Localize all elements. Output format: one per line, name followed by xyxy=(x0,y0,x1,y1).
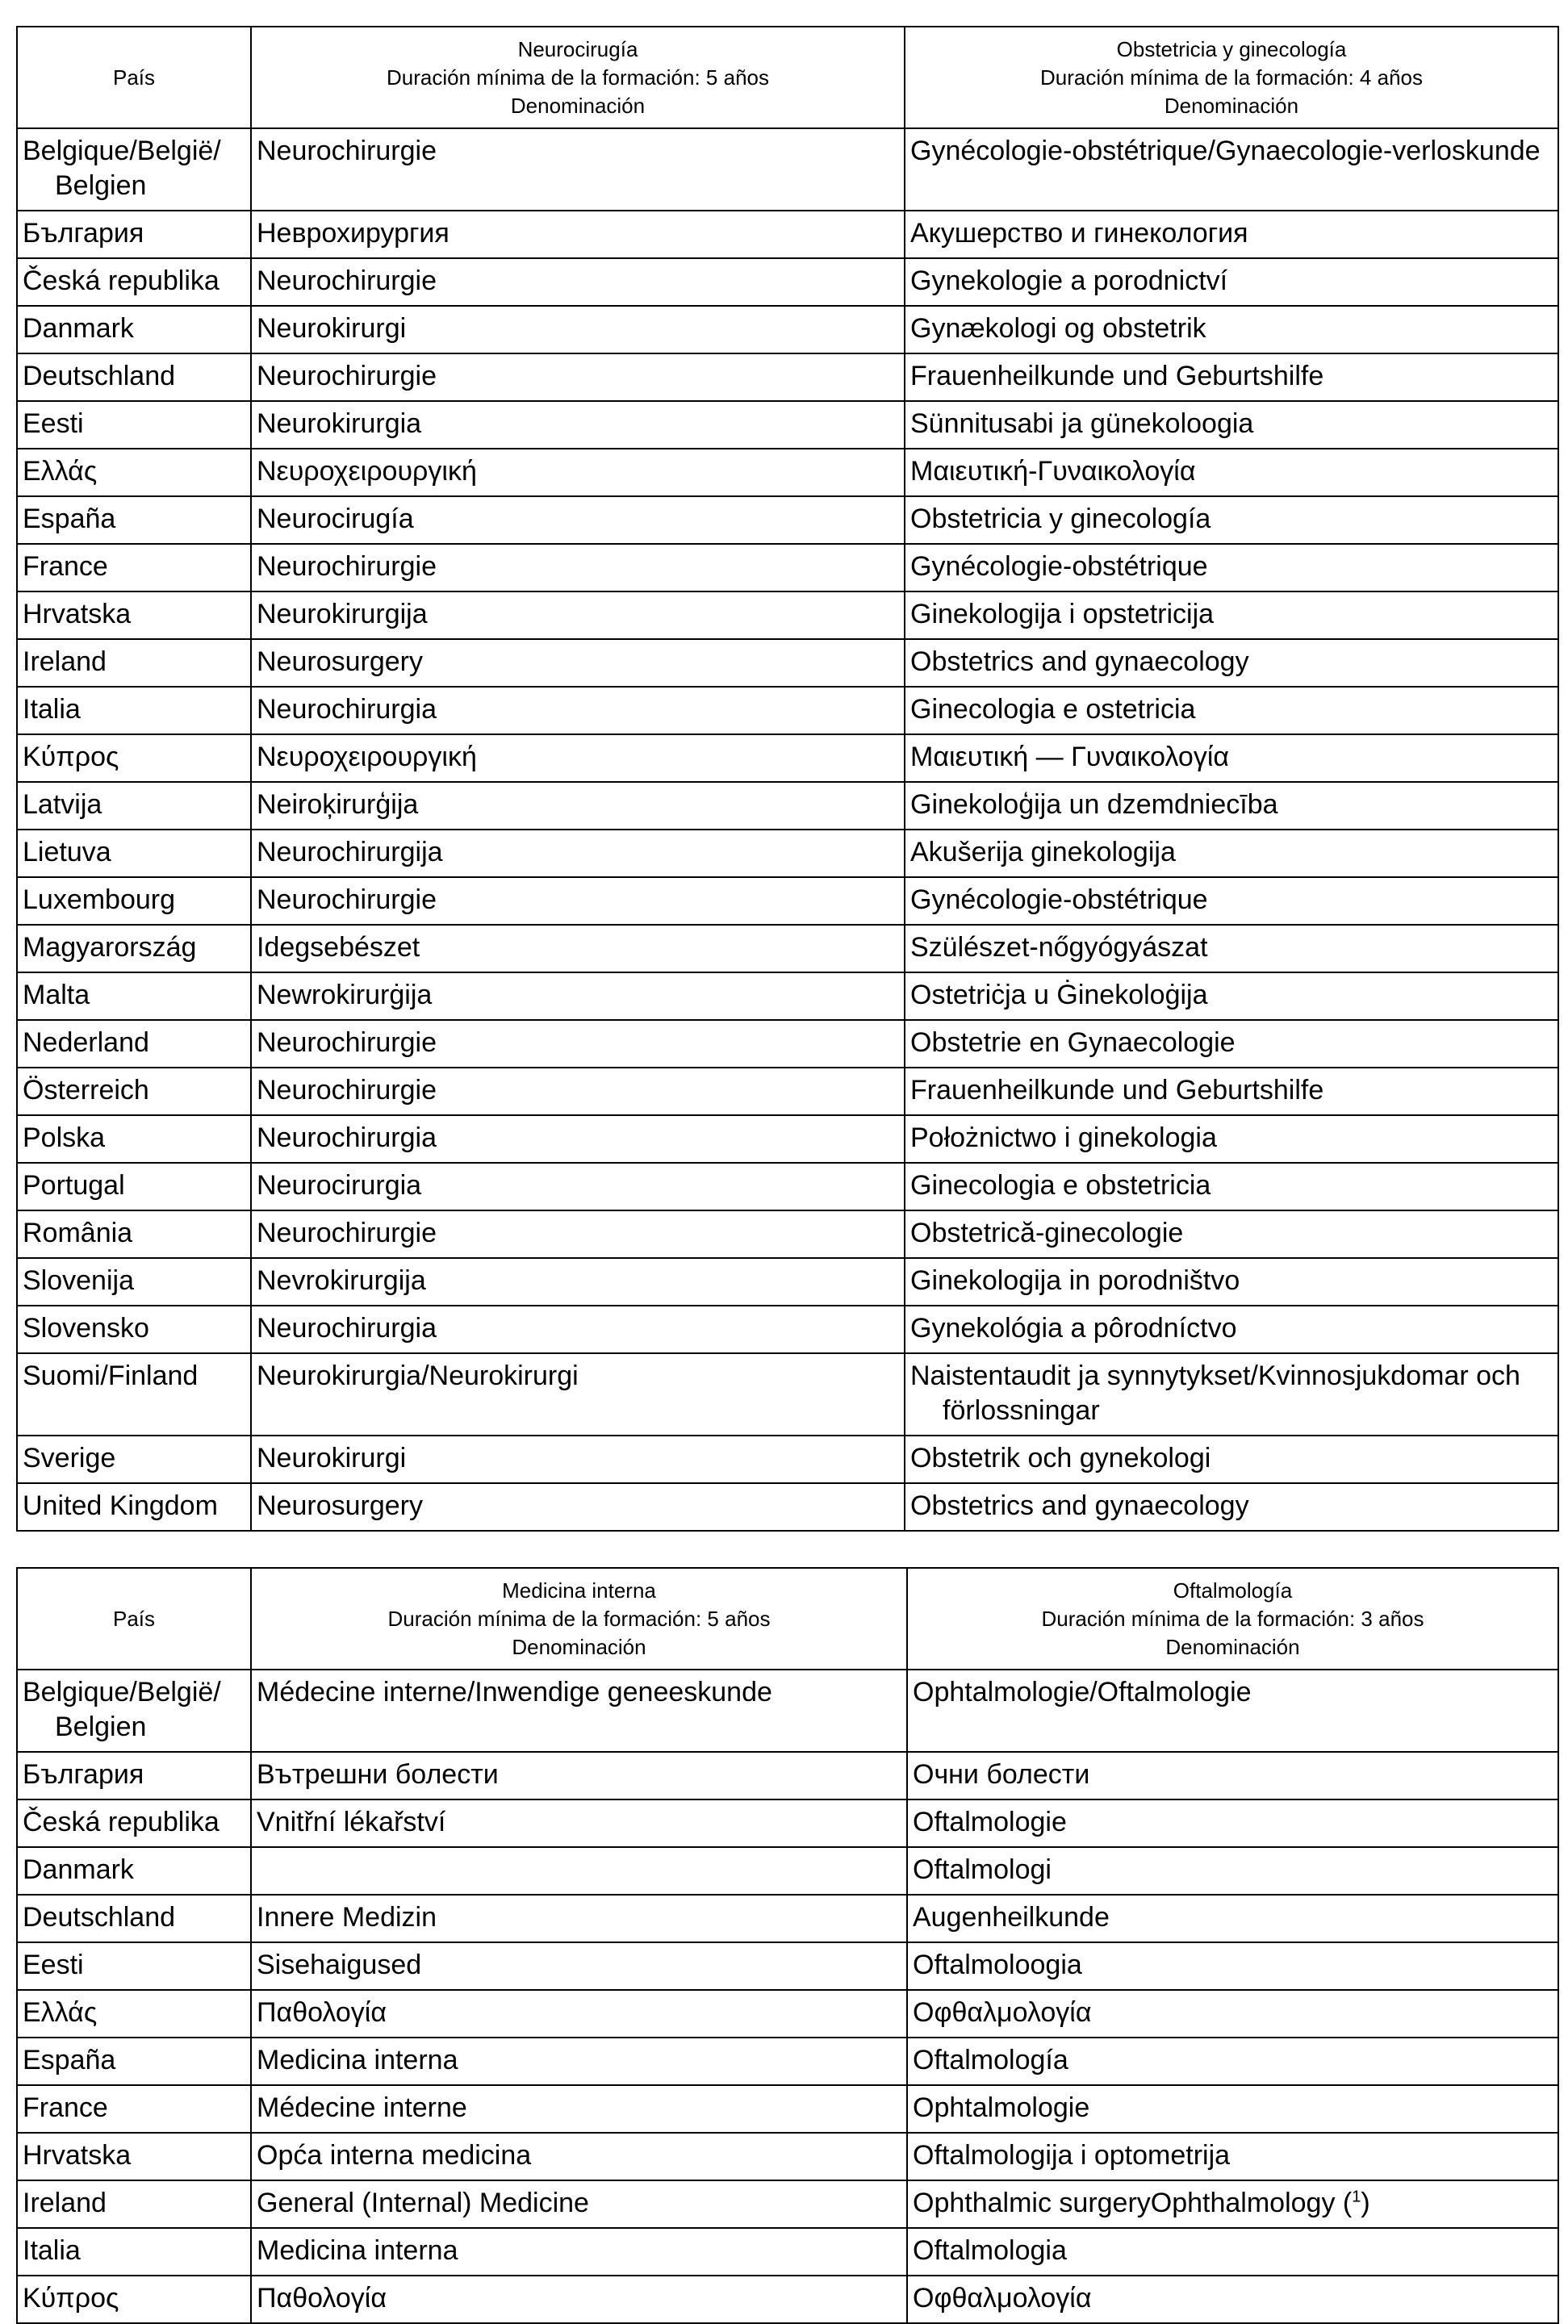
specialty-cell-right xyxy=(907,1752,1558,1799)
cell-text: Medicina interna xyxy=(257,2235,458,2266)
cell-text: Oftalmologie xyxy=(913,1807,1067,1837)
cell-text: Вътрешни болести xyxy=(257,1759,499,1790)
specialty-cell-left xyxy=(251,2228,907,2276)
table-row xyxy=(17,1990,1558,2038)
cell-text: Obstetrics and gynaecology xyxy=(910,1490,1249,1521)
country-cell xyxy=(17,877,251,925)
country-cell xyxy=(17,1020,251,1068)
specialty-cell-right xyxy=(905,782,1558,830)
specialty-cell-right xyxy=(905,306,1558,353)
specialty-cell-left xyxy=(251,401,905,449)
specialty-cell-left xyxy=(251,591,905,639)
cell-text: Deutschland xyxy=(23,361,176,391)
specialty-cell-left xyxy=(251,2180,907,2228)
cell-text: Oftalmoloogia xyxy=(913,1950,1082,1980)
cell-text: Neurochirurgie xyxy=(257,1218,437,1248)
cell-text: Οφθαλμολογία xyxy=(913,1997,1092,2028)
cell-text: Gynekológia a pôrodníctvo xyxy=(910,1313,1237,1344)
cell-text: Położnictwo i ginekologia xyxy=(910,1122,1217,1153)
cell-text: Luxembourg xyxy=(23,884,176,915)
cell-text: Idegsebészet xyxy=(257,932,420,963)
cell-text: България xyxy=(23,1759,144,1790)
specialty-cell-left xyxy=(251,1799,907,1847)
cell-text: Belgique/België/ Belgien xyxy=(23,1677,221,1742)
cell-text: Neurocirugía xyxy=(257,504,414,534)
table-row xyxy=(17,1210,1558,1258)
cell-text: Gynécologie-obstétrique/Gynaecologie-verloskunde xyxy=(910,136,1541,166)
country-cell xyxy=(17,2085,251,2133)
header-internal-medicine: Medicina interna Duración mínima de la formación: 5 años Denominación xyxy=(251,1568,907,1670)
specialty-cell-right xyxy=(905,687,1558,734)
specialty-cell-right xyxy=(905,1436,1558,1483)
specialty-cell-right xyxy=(905,128,1558,211)
cell-text: Česká republika xyxy=(23,265,220,296)
cell-text: Oftalmologi xyxy=(913,1854,1052,1885)
specialty-cell-left xyxy=(251,1670,907,1752)
table-row xyxy=(17,972,1558,1020)
table-row xyxy=(17,1799,1558,1847)
cell-text: Ireland xyxy=(23,646,107,677)
table-row xyxy=(17,1847,1558,1895)
specialty-cell-right xyxy=(905,1020,1558,1068)
table-row xyxy=(17,306,1558,353)
cell-text: Szülészet-nőgyógyászat xyxy=(910,932,1208,963)
country-cell xyxy=(17,687,251,734)
country-cell xyxy=(17,830,251,877)
table-row xyxy=(17,1483,1558,1531)
cell-text: Gynécologie-obstétrique xyxy=(910,884,1208,915)
specialty-cell-right xyxy=(905,1210,1558,1258)
table-row xyxy=(17,2133,1558,2180)
country-cell xyxy=(17,1752,251,1799)
specialty-cell-right xyxy=(907,2038,1558,2085)
cell-text: Ophthalmic surgeryOphthalmology ($^1$) xyxy=(913,2188,1370,2218)
specialty-cell-left xyxy=(251,2276,907,2323)
table-row xyxy=(17,2038,1558,2085)
cell-text: Slovensko xyxy=(23,1313,149,1344)
table-row xyxy=(17,2228,1558,2276)
specialty-cell-left xyxy=(251,1306,905,1353)
table-row xyxy=(17,2085,1558,2133)
specialty-cell-right xyxy=(905,544,1558,591)
cell-text: Neurokirurgia xyxy=(257,408,422,439)
cell-text: Ελλάς xyxy=(23,1997,98,2028)
specialty-table-internal-medicine-ophthalmology xyxy=(16,1567,1559,2324)
country-cell xyxy=(17,1115,251,1163)
specialty-cell-right xyxy=(905,830,1558,877)
table-row xyxy=(17,544,1558,591)
cell-text: Ginekologija in porodništvo xyxy=(910,1265,1240,1296)
specialty-cell-right xyxy=(905,925,1558,972)
table-row xyxy=(17,1163,1558,1210)
table-row xyxy=(17,1353,1558,1436)
cell-text: Deutschland xyxy=(23,1902,176,1933)
country-cell xyxy=(17,925,251,972)
specialty-cell-right xyxy=(905,734,1558,782)
cell-text: Sisehaigused xyxy=(257,1950,422,1980)
header-obstetrics-gynaecology: Obstetricia y ginecología Duración mínima de la formación: 4 años Denominación xyxy=(905,27,1558,128)
specialty-cell-left xyxy=(251,1210,905,1258)
cell-text: Slovenija xyxy=(23,1265,134,1296)
cell-text: Nevrokirurgija xyxy=(257,1265,426,1296)
header-country: País xyxy=(17,27,251,128)
country-cell xyxy=(17,2276,251,2323)
cell-text: Nederland xyxy=(23,1027,149,1058)
specialty-cell-left xyxy=(251,687,905,734)
specialty-cell-left xyxy=(251,877,905,925)
specialty-cell-left xyxy=(251,1068,905,1115)
table-header-row xyxy=(17,1568,1558,1670)
cell-text: Oftalmologia xyxy=(913,2235,1067,2266)
cell-text: Belgique/België/ Belgien xyxy=(23,136,221,201)
cell-text: Κύπρος xyxy=(23,742,119,772)
cell-text: Neurochirurgie xyxy=(257,136,437,166)
header-ophthalmology: Oftalmología Duración mínima de la formación: 3 años Denominación xyxy=(907,1568,1558,1670)
cell-text: Polska xyxy=(23,1122,106,1153)
specialty-cell-right xyxy=(907,2276,1558,2323)
specialty-cell-left xyxy=(251,2085,907,2133)
specialty-cell-left xyxy=(251,1436,905,1483)
cell-text: Neurochirurgie xyxy=(257,551,437,582)
cell-text: Ginekologija i opstetricija xyxy=(910,599,1215,629)
cell-text: Innere Medizin xyxy=(257,1902,437,1933)
cell-text: Ostetriċja u Ġinekoloġija xyxy=(910,980,1208,1010)
table-row xyxy=(17,1942,1558,1990)
cell-text: Gynécologie-obstétrique xyxy=(910,551,1208,582)
specialty-cell-right xyxy=(907,2133,1558,2180)
specialty-cell-right xyxy=(905,972,1558,1020)
table-row xyxy=(17,687,1558,734)
cell-text: Malta xyxy=(23,980,90,1010)
specialty-cell-right xyxy=(905,258,1558,306)
specialty-table-neurosurgery-obstetrics xyxy=(16,26,1559,1532)
cell-text: Obstetrică-ginecologie xyxy=(910,1218,1184,1248)
specialty-cell-left xyxy=(251,1258,905,1306)
cell-text: Gynekologie a porodnictví xyxy=(910,265,1228,296)
cell-text: Sünnitusabi ja günekoloogia xyxy=(910,408,1254,439)
cell-text: Neurochirurgie xyxy=(257,265,437,296)
specialty-cell-left xyxy=(251,1353,905,1436)
cell-text: Neurosurgery xyxy=(257,646,423,677)
cell-text: Οφθαλμολογία xyxy=(913,2283,1092,2314)
specialty-cell-left xyxy=(251,1990,907,2038)
country-cell xyxy=(17,1306,251,1353)
table-row xyxy=(17,1020,1558,1068)
cell-text: España xyxy=(23,504,116,534)
specialty-cell-right xyxy=(905,1068,1558,1115)
specialty-cell-left xyxy=(251,925,905,972)
cell-text: Magyarország xyxy=(23,932,197,963)
country-cell xyxy=(17,782,251,830)
cell-text: Κύπρος xyxy=(23,2283,119,2314)
country-cell xyxy=(17,1436,251,1483)
cell-text: Μαιευτική — Γυναικολογία xyxy=(910,742,1230,772)
cell-text: Παθολογία xyxy=(257,1997,387,2028)
cell-text: Obstetrie en Gynaecologie xyxy=(910,1027,1236,1058)
specialty-cell-left xyxy=(251,1847,907,1895)
specialty-cell-right xyxy=(905,496,1558,544)
country-cell xyxy=(17,1799,251,1847)
cell-text: Hrvatska xyxy=(23,2140,132,2171)
cell-text: Ginekoloģija un dzemdniecība xyxy=(910,789,1278,820)
specialty-cell-left xyxy=(251,1483,905,1531)
cell-text: Neurokirurgi xyxy=(257,1443,407,1473)
specialty-cell-right xyxy=(907,2180,1558,2228)
cell-text: Suomi/Finland xyxy=(23,1361,199,1391)
table-row xyxy=(17,639,1558,687)
country-cell xyxy=(17,1258,251,1306)
specialty-cell-left xyxy=(251,830,905,877)
cell-text: Hrvatska xyxy=(23,599,132,629)
specialty-cell-right xyxy=(905,1115,1558,1163)
cell-text: Neurokirurgi xyxy=(257,313,407,344)
cell-text: Obstetricia y ginecología xyxy=(910,504,1211,534)
specialty-cell-left xyxy=(251,2038,907,2085)
specialty-cell-right xyxy=(907,1799,1558,1847)
cell-text: Frauenheilkunde und Geburtshilfe xyxy=(910,361,1324,391)
specialty-cell-left xyxy=(251,544,905,591)
specialty-cell-left xyxy=(251,1942,907,1990)
country-cell xyxy=(17,1670,251,1752)
specialty-cell-right xyxy=(905,1258,1558,1306)
cell-text: Neurokirurgija xyxy=(257,599,428,629)
cell-text: España xyxy=(23,2045,116,2075)
table-row xyxy=(17,782,1558,830)
country-cell xyxy=(17,1068,251,1115)
cell-text: Ophtalmologie/Oftalmologie xyxy=(913,1677,1252,1707)
country-cell xyxy=(17,972,251,1020)
specialty-cell-right xyxy=(907,2085,1558,2133)
cell-text: Danmark xyxy=(23,313,134,344)
specialty-cell-left xyxy=(251,211,905,258)
specialty-cell-left xyxy=(251,782,905,830)
table-row xyxy=(17,734,1558,782)
cell-text: România xyxy=(23,1218,133,1248)
specialty-cell-right xyxy=(905,591,1558,639)
cell-text: Neurochirurgija xyxy=(257,837,443,867)
cell-text: Νευροχειρουργική xyxy=(257,742,477,772)
cell-text: Gynækologi og obstetrik xyxy=(910,313,1206,344)
specialty-cell-right xyxy=(907,1942,1558,1990)
cell-text: България xyxy=(23,218,144,249)
specialty-cell-left xyxy=(251,496,905,544)
cell-text: Augenheilkunde xyxy=(913,1902,1110,1933)
cell-text: Neurochirurgie xyxy=(257,1027,437,1058)
table-row xyxy=(17,1436,1558,1483)
table-row xyxy=(17,2180,1558,2228)
country-cell xyxy=(17,2180,251,2228)
specialty-cell-left xyxy=(251,639,905,687)
cell-text: Vnitřní lékařství xyxy=(257,1807,446,1837)
specialty-cell-right xyxy=(907,1847,1558,1895)
specialty-cell-right xyxy=(905,449,1558,496)
table-row xyxy=(17,1258,1558,1306)
cell-text: Очни болести xyxy=(913,1759,1090,1790)
table-row xyxy=(17,1752,1558,1799)
cell-text: Österreich xyxy=(23,1075,149,1106)
cell-text: Obstetrik och gynekologi xyxy=(910,1443,1211,1473)
cell-text: Opća interna medicina xyxy=(257,2140,532,2171)
specialty-cell-left xyxy=(251,734,905,782)
country-cell xyxy=(17,1353,251,1436)
document-page xyxy=(16,26,1558,2324)
country-cell xyxy=(17,496,251,544)
cell-text: Frauenheilkunde und Geburtshilfe xyxy=(910,1075,1324,1106)
table-row xyxy=(17,2276,1558,2323)
cell-text: Italia xyxy=(23,694,81,725)
specialty-cell-right xyxy=(905,401,1558,449)
country-cell xyxy=(17,2038,251,2085)
cell-text: Eesti xyxy=(23,1950,84,1980)
specialty-cell-left xyxy=(251,1020,905,1068)
cell-text: Naistentaudit ja synnytykset/Kvinnosjukdomar och förlossningar xyxy=(910,1361,1520,1426)
specialty-cell-left xyxy=(251,1895,907,1942)
cell-text: Neiroķirurģija xyxy=(257,789,419,820)
cell-text: Eesti xyxy=(23,408,84,439)
cell-text: Česká republika xyxy=(23,1807,220,1837)
specialty-cell-right xyxy=(905,1483,1558,1531)
cell-text: Médecine interne/Inwendige geneeskunde xyxy=(257,1677,772,1707)
cell-text: Neurocirurgia xyxy=(257,1170,422,1201)
cell-text: Akušerija ginekologija xyxy=(910,837,1176,867)
cell-text: United Kingdom xyxy=(23,1490,218,1521)
specialty-cell-left xyxy=(251,1163,905,1210)
specialty-cell-right xyxy=(905,1353,1558,1436)
header-country: País xyxy=(17,1568,251,1670)
specialty-cell-left xyxy=(251,306,905,353)
cell-text: Neurochirurgia xyxy=(257,1122,437,1153)
country-cell xyxy=(17,449,251,496)
table-row xyxy=(17,1670,1558,1752)
cell-text: Obstetrics and gynaecology xyxy=(910,646,1249,677)
cell-text: France xyxy=(23,551,108,582)
table-row xyxy=(17,128,1558,211)
cell-text: France xyxy=(23,2092,108,2123)
country-cell xyxy=(17,306,251,353)
cell-text: Portugal xyxy=(23,1170,125,1201)
country-cell xyxy=(17,1163,251,1210)
table-header-row xyxy=(17,27,1558,128)
table-row xyxy=(17,925,1558,972)
specialty-cell-right xyxy=(905,877,1558,925)
country-cell xyxy=(17,1210,251,1258)
table-row xyxy=(17,449,1558,496)
cell-text: Ireland xyxy=(23,2188,107,2218)
cell-text: Oftalmología xyxy=(913,2045,1068,2075)
country-cell xyxy=(17,591,251,639)
country-cell xyxy=(17,1483,251,1531)
specialty-cell-left xyxy=(251,449,905,496)
cell-text: Νευροχειρουργική xyxy=(257,456,477,487)
table-row xyxy=(17,496,1558,544)
specialty-cell-right xyxy=(907,1670,1558,1752)
cell-text: Sverige xyxy=(23,1443,116,1473)
table-row xyxy=(17,1068,1558,1115)
country-cell xyxy=(17,639,251,687)
country-cell xyxy=(17,211,251,258)
table-row xyxy=(17,1115,1558,1163)
cell-text: Lietuva xyxy=(23,837,111,867)
cell-text: Medicina interna xyxy=(257,2045,458,2075)
specialty-cell-left xyxy=(251,1115,905,1163)
country-cell xyxy=(17,401,251,449)
table-row xyxy=(17,211,1558,258)
specialty-cell-left xyxy=(251,1752,907,1799)
table-row xyxy=(17,591,1558,639)
specialty-cell-left xyxy=(251,353,905,401)
table-row xyxy=(17,401,1558,449)
specialty-cell-right xyxy=(905,211,1558,258)
country-cell xyxy=(17,734,251,782)
specialty-cell-right xyxy=(907,1990,1558,2038)
specialty-cell-right xyxy=(907,1895,1558,1942)
table-row xyxy=(17,353,1558,401)
country-cell xyxy=(17,1847,251,1895)
cell-text: Médecine interne xyxy=(257,2092,467,2123)
cell-text: Oftalmologija i optometrija xyxy=(913,2140,1231,2171)
cell-text: Neurokirurgia/Neurokirurgi xyxy=(257,1361,579,1391)
specialty-cell-left xyxy=(251,2133,907,2180)
cell-text: Neurochirurgia xyxy=(257,1313,437,1344)
cell-text: Παθολογία xyxy=(257,2283,387,2314)
cell-text: Neurochirurgie xyxy=(257,361,437,391)
specialty-cell-left xyxy=(251,972,905,1020)
specialty-cell-left xyxy=(251,258,905,306)
table-row xyxy=(17,830,1558,877)
country-cell xyxy=(17,1895,251,1942)
cell-text: Ginecologia e ostetricia xyxy=(910,694,1196,725)
cell-text: Неврохирургия xyxy=(257,218,449,249)
country-cell xyxy=(17,258,251,306)
country-cell xyxy=(17,1990,251,2038)
specialty-cell-left xyxy=(251,128,905,211)
cell-text: Ελλάς xyxy=(23,456,98,487)
table-row xyxy=(17,1895,1558,1942)
country-cell xyxy=(17,1942,251,1990)
country-cell xyxy=(17,544,251,591)
cell-text: General (Internal) Medicine xyxy=(257,2188,589,2218)
country-cell xyxy=(17,2133,251,2180)
cell-text: Neurochirurgie xyxy=(257,1075,437,1106)
specialty-cell-right xyxy=(905,1306,1558,1353)
specialty-cell-right xyxy=(905,1163,1558,1210)
cell-text: Neurochirurgie xyxy=(257,884,437,915)
header-neurosurgery: Neurocirugía Duración mínima de la formación: 5 años Denominación xyxy=(251,27,905,128)
table-row xyxy=(17,877,1558,925)
specialty-cell-right xyxy=(905,639,1558,687)
cell-text: Neurochirurgia xyxy=(257,694,437,725)
cell-text: Μαιευτική-Γυναικολογία xyxy=(910,456,1196,487)
cell-text: Danmark xyxy=(23,1854,134,1885)
cell-text: Neurosurgery xyxy=(257,1490,423,1521)
country-cell xyxy=(17,353,251,401)
table-row xyxy=(17,258,1558,306)
country-cell xyxy=(17,2228,251,2276)
cell-text: Ophtalmologie xyxy=(913,2092,1090,2123)
country-cell xyxy=(17,128,251,211)
cell-text: Latvija xyxy=(23,789,102,820)
specialty-cell-right xyxy=(905,353,1558,401)
cell-text: Newrokirurġija xyxy=(257,980,433,1010)
specialty-cell-right xyxy=(907,2228,1558,2276)
table-row xyxy=(17,1306,1558,1353)
cell-text: Ginecologia e obstetricia xyxy=(910,1170,1211,1201)
cell-text: Акушерство и гинекология xyxy=(910,218,1248,249)
cell-text: Italia xyxy=(23,2235,81,2266)
